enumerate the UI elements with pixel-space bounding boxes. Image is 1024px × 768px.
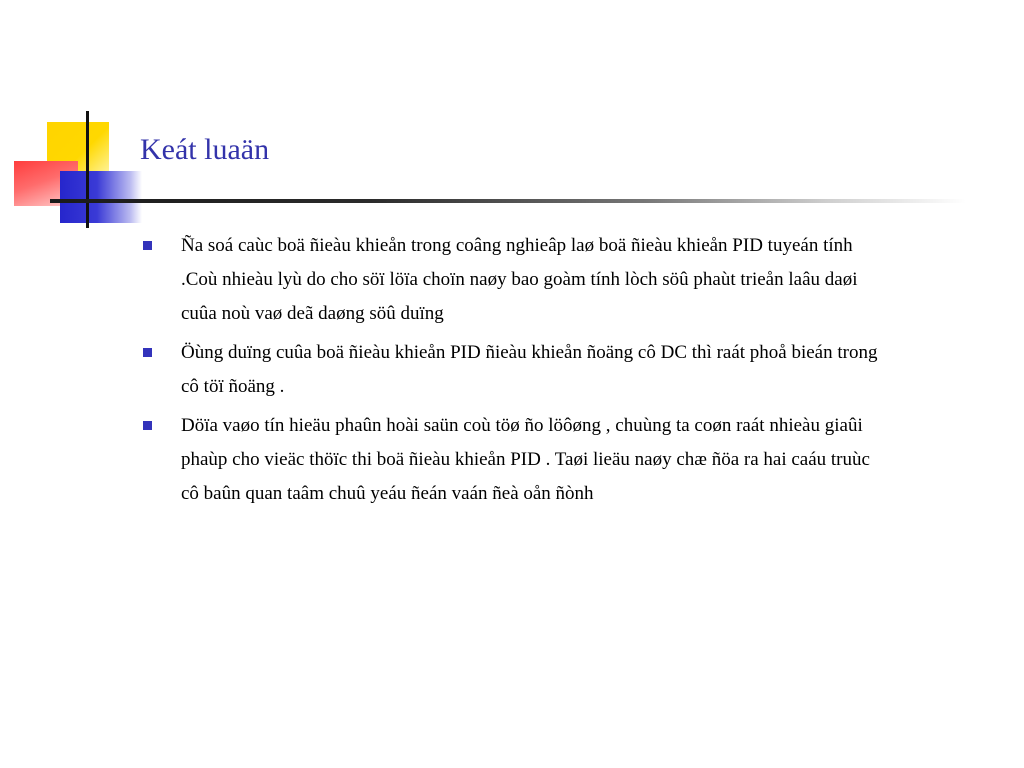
bullet-item-2 (140, 336, 990, 404)
square-bullet-icon (143, 421, 152, 430)
vertical-divider-line (86, 111, 89, 228)
bullet-item-1 (140, 229, 990, 331)
bullet-3-line-2: phaùp cho vieäc thöïc thi boä ñieàu khieån PID . Taøi lieäu naøy chæ ñöa ra hai caáu truùc (181, 449, 870, 470)
bullet-1-line-2: .Coù nhieàu lyù do cho söï löïa choïn naøy bao goàm tính lòch söû phaùt trieån laâu daøi (181, 269, 858, 290)
bullet-2-line-1: Öùng duïng cuûa boä ñieàu khieån PID ñieàu khieån ñoäng cô DC thì raát phoå bieán trong (181, 342, 878, 363)
square-bullet-icon (143, 348, 152, 357)
bullet-2-line-2: cô töï ñoäng . (181, 376, 285, 397)
blue-square-shape (60, 171, 142, 223)
bullet-1-line-1: Ña soá caùc boä ñieàu khieån trong coâng nghieâp laø boä ñieàu khieån PID tuyeán tính (181, 235, 853, 256)
bullet-3-line-3: cô baûn quan taâm chuû yeáu ñeán vaán ñeà oån ñònh (181, 483, 594, 504)
decorative-logo (0, 0, 160, 240)
slide-title: Keát luaän (140, 133, 270, 166)
square-bullet-icon (143, 241, 152, 250)
bullet-item-3 (140, 409, 990, 511)
title-underline (50, 199, 966, 203)
bullet-1-line-3: cuûa noù vaø deã daøng söû duïng (181, 303, 444, 324)
bullet-3-line-1: Döïa vaøo tín hieäu phaûn hoài saün coù töø ño löôøng , chuùng ta coøn raát nhieàu giaûi (181, 415, 863, 436)
bullet-list (140, 229, 990, 516)
